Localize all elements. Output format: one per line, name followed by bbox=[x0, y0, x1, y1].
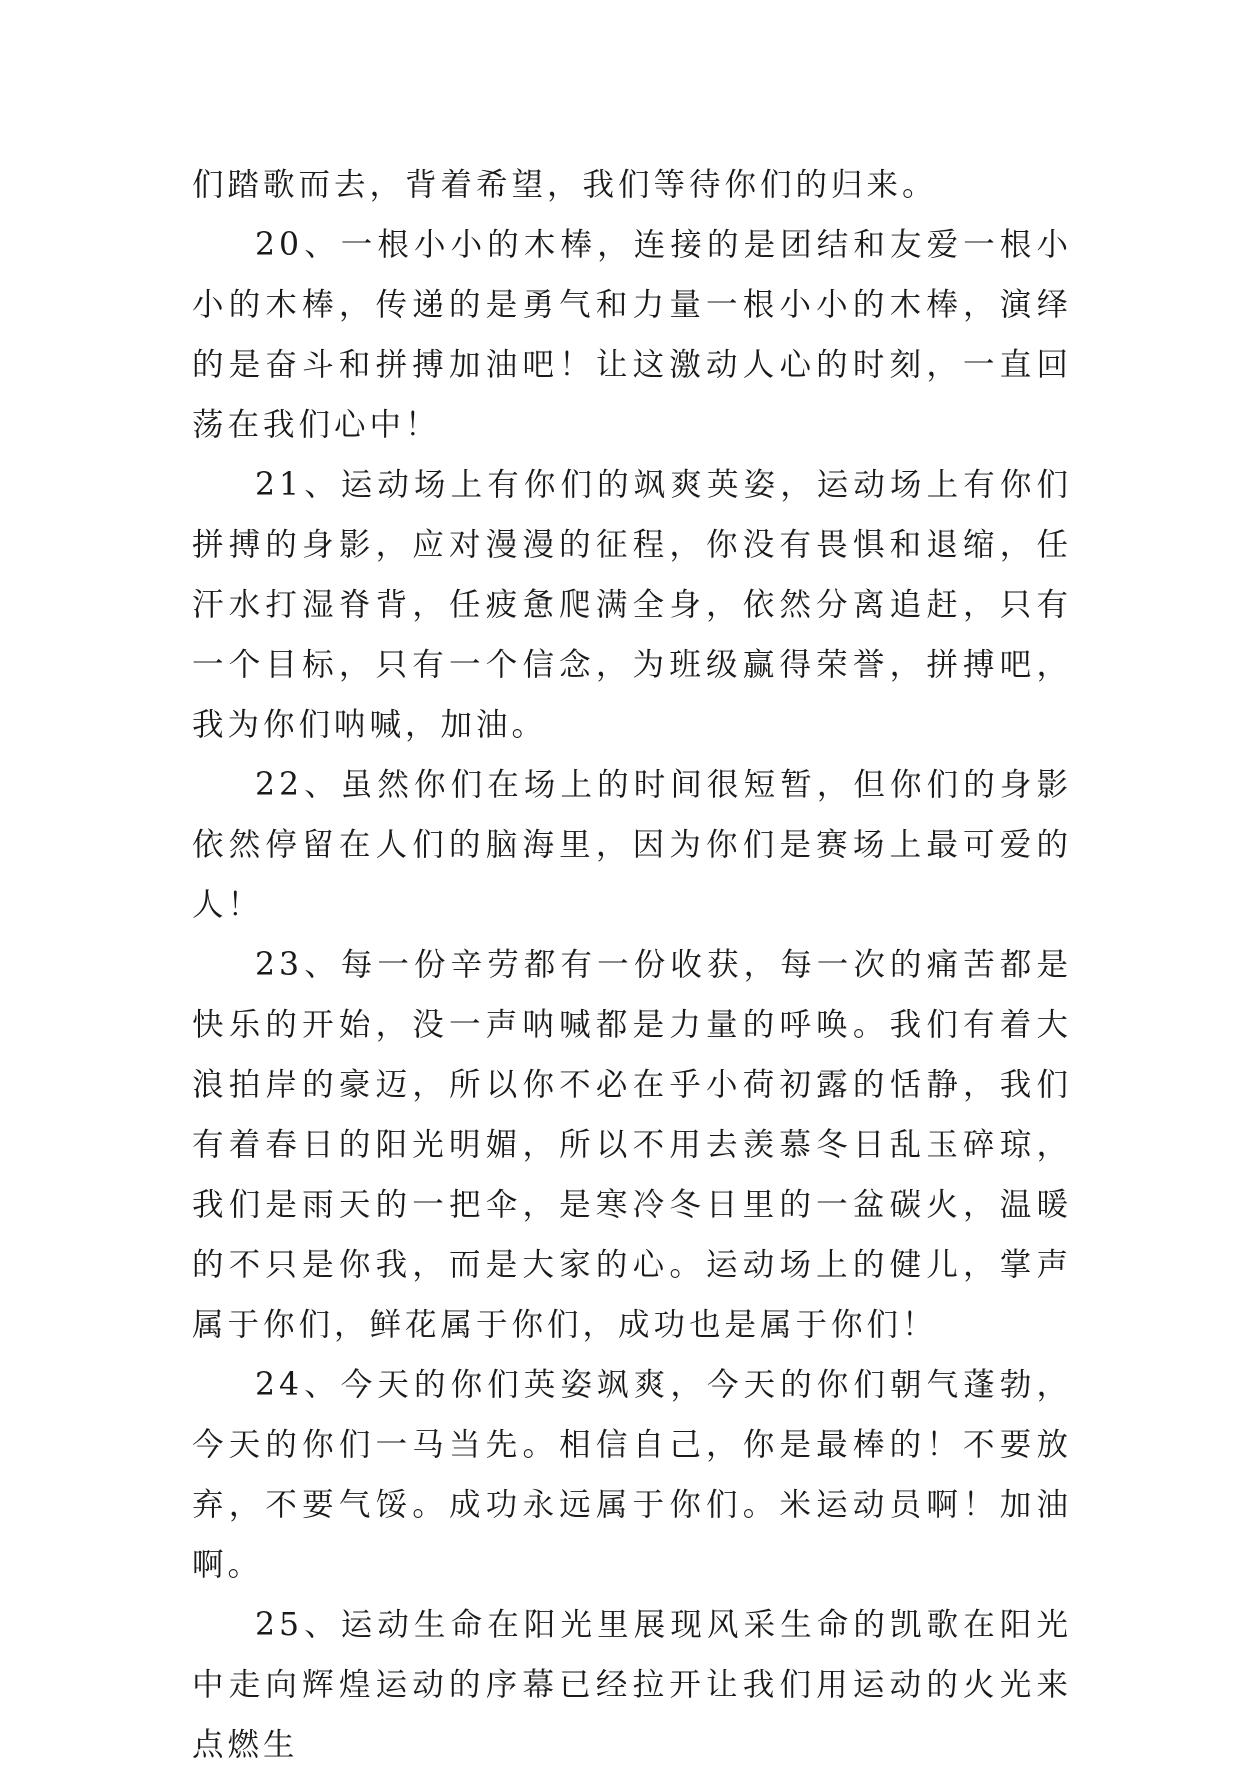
paragraph-22: 22、虽然你们在场上的时间很短暂，但你们的身影依然停留在人们的脑海里，因为你们是赛场上最可爱的人！ bbox=[192, 767, 1072, 923]
paragraph-24: 24、今天的你们英姿飒爽，今天的你们朝气蓬勃，今天的你们一马当先。相信自己，你是最棒的！不要放弃，不要气馁。成功永远属于你们。米运动员啊！加油啊。 bbox=[192, 1367, 1072, 1583]
paragraph-21: 21、运动场上有你们的飒爽英姿，运动场上有你们拼搏的身影，应对漫漫的征程，你没有畏惧和退缩，任汗水打湿脊背，任疲惫爬满全身，依然分离追赶，只有一个目标，只有一个信念，为班级赢得荣誉，拼搏吧，我为你们呐喊，加油。 bbox=[192, 467, 1072, 743]
document-body bbox=[192, 155, 1072, 1775]
paragraph-19-continuation: 们踏歌而去，背着希望，我们等待你们的归来。 bbox=[192, 167, 938, 203]
paragraph-25: 25、运动生命在阳光里展现风采生命的凯歌在阳光中走向辉煌运动的序幕已经拉开让我们用运动的火光来点燃生 bbox=[192, 1607, 1072, 1763]
paragraph-20: 20、一根小小的木棒，连接的是团结和友爱一根小小的木棒，传递的是勇气和力量一根小小的木棒，演绎的是奋斗和拼搏加油吧！让这激动人心的时刻，一直回荡在我们心中！ bbox=[192, 227, 1072, 443]
paragraph-23: 23、每一份辛劳都有一份收获，每一次的痛苦都是快乐的开始，没一声呐喊都是力量的呼唤。我们有着大浪拍岸的豪迈，所以你不必在乎小荷初露的恬静，我们有着春日的阳光明媚，所以不用去羡慕冬日乱玉碎琼，我们是雨天的一把伞，是寒冷冬日里的一盆碳火，温暖的不只是你我，而是大家的心。运动场上的健儿，掌声属于你们，鲜花属于你们，成功也是属于你们！ bbox=[192, 947, 1072, 1343]
